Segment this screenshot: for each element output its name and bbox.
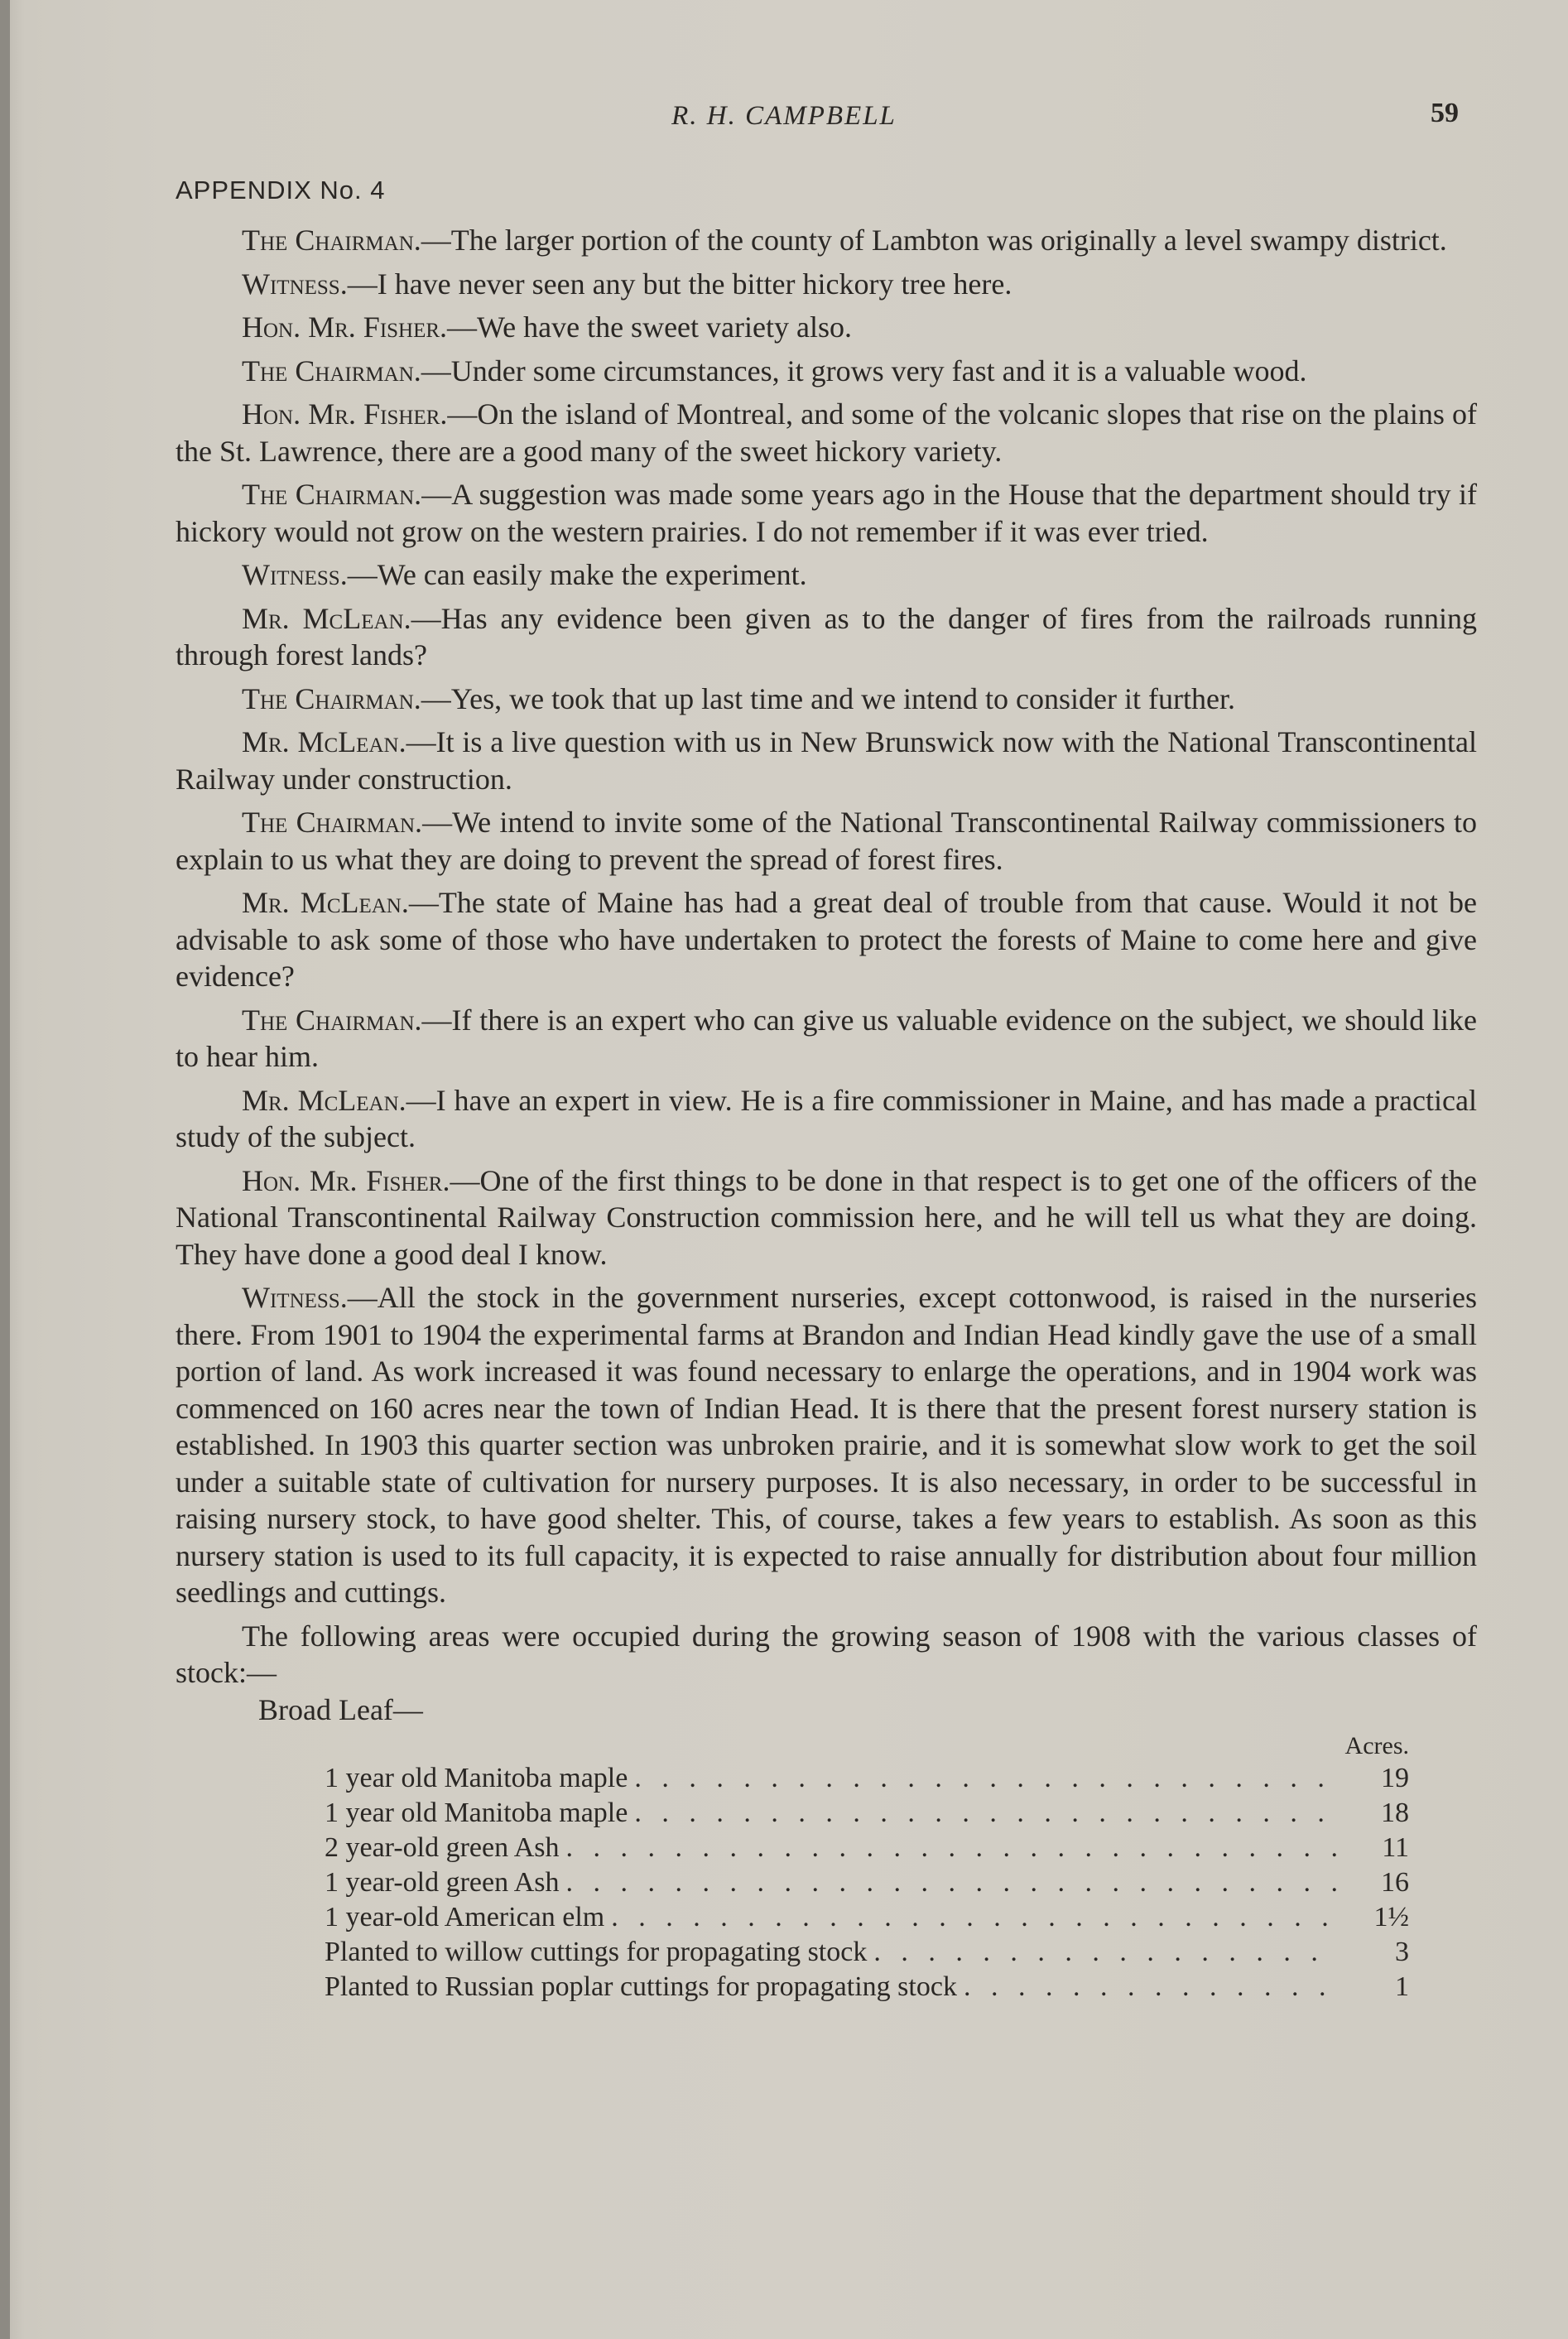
paragraph-text: —I have an expert in view. He is a fire commissioner in Maine, and has made a practical study of the subject. [176, 1083, 1477, 1153]
paragraph [176, 884, 1477, 995]
running-head: R. H. CAMPBELL [671, 101, 897, 131]
paragraph [176, 266, 1477, 303]
paragraph-text: —Under some circumstances, it grows very fast and it is a valuable wood. [421, 354, 1307, 387]
row-label: 1 year old Manitoba maple [325, 1797, 628, 1828]
row-label: 1 year old Manitoba maple [325, 1762, 628, 1793]
row-value: 16 [1381, 1866, 1409, 1898]
row-label: Planted to willow cuttings for propagating stock [325, 1936, 868, 1967]
leader-dots [873, 1935, 1340, 1970]
speaker-name: Mr. McLean. [242, 725, 406, 758]
table-row [325, 1865, 1409, 1900]
row-value: 19 [1381, 1762, 1409, 1793]
paragraph-text: —All the stock in the government nurseries, except cottonwood, is raised in the nurseries there. From 1901 to 1904 the experimental farms at Brandon and Indian Head kindly gave the use of a small portion of land. As work increased it was found necessary to enlarge the operations, and in 1904 work was commenced on 160 acres near the town of Indian Head. It is there that the present forest nursery station is established. In 1903 this quarter section was unbroken prairie, and it is somewhat slow work to get the soil under a suitable state of cultivation for nursery purposes. It is also necessary, in order to be successful in raising nursery stock, to have good shelter. This, of course, takes a few years to establish. As soon as this nursery station is used to its full capacity, it is expected to raise annually for distribution about four million seedlings and cuttings. [176, 1281, 1477, 1609]
leader-dots [566, 1831, 1340, 1865]
speaker-name: The Chairman. [242, 478, 422, 511]
speaker-name: Witness. [242, 267, 348, 301]
leader-dots [964, 1970, 1340, 2005]
paragraph-text: —It is a live question with us in New Brunswick now with the National Transcontinental Railway under construction. [176, 725, 1477, 796]
paragraph-text: —On the island of Montreal, and some of the volcanic slopes that rise on the plains of the St. Lawrence, there are a good many of the sweet hickory variety. [176, 397, 1477, 468]
row-label: Planted to Russian poplar cuttings for propagating stock [325, 1971, 957, 2002]
leader-dots [566, 1865, 1340, 1900]
table-row [325, 1761, 1409, 1796]
paragraph [176, 556, 1477, 594]
document-body [176, 222, 1477, 2005]
paragraph-text: —We have the sweet variety also. [447, 310, 852, 344]
page-number: 59 [1431, 98, 1459, 128]
paragraph-text: —We can easily make the experiment. [347, 558, 807, 591]
leader-dots [611, 1900, 1340, 1935]
paragraph [176, 309, 1477, 346]
paragraph [176, 724, 1477, 797]
paragraph-text: —Has any evidence been given as to the danger of fires from the railroads running through forest lands? [176, 601, 1477, 671]
paragraph-text: —A suggestion was made some years ago in the House that the department should try if hickory would not grow on the western prairies. I do not remember if it was ever tried. [176, 478, 1477, 548]
page-edge [0, 0, 10, 2339]
speaker-name: The Chairman. [242, 224, 421, 257]
speaker-name: Mr. McLean. [242, 601, 411, 635]
speaker-name: Mr. McLean. [242, 1083, 406, 1117]
stock-subhead: Broad Leaf— [258, 1692, 423, 1726]
row-value: 1½ [1373, 1901, 1409, 1932]
leader-dots [634, 1796, 1340, 1831]
paragraph-text: —We intend to invite some of the National Transcontinental Railway commissioners to explain to us what they are doing to prevent the spread of forest fires. [176, 806, 1477, 876]
paragraph-text: —I have never seen any but the bitter hickory tree here. [347, 267, 1012, 301]
paragraph [176, 1002, 1477, 1076]
speaker-name: Hon. Mr. Fisher. [242, 310, 448, 344]
speaker-name: The Chairman. [242, 354, 421, 387]
speaker-name: Hon. Mr. Fisher. [242, 397, 448, 431]
paragraph [176, 396, 1477, 469]
paragraph-text: The following areas were occupied during the growing season of 1908 with the various classes of stock:— [176, 1619, 1477, 1689]
paragraph [176, 1082, 1477, 1156]
row-label: 1 year-old green Ash [325, 1866, 560, 1898]
speaker-name: The Chairman. [242, 806, 423, 839]
paragraph [176, 222, 1477, 259]
table-row [325, 1900, 1409, 1935]
speaker-name: Mr. McLean. [242, 886, 409, 919]
table-row [325, 1935, 1409, 1970]
paragraph-text: —One of the first things to be done in that respect is to get one of the officers of the National Transcontinental Railway Construction commission here, and he will tell us what they are doing. They have done a good deal I know. [176, 1163, 1477, 1271]
paragraph [176, 476, 1477, 550]
paragraph [176, 1279, 1477, 1611]
speaker-name: Witness. [242, 558, 348, 591]
row-label: 1 year-old American elm [325, 1901, 605, 1932]
appendix-label: APPENDIX No. 4 [176, 176, 386, 205]
row-label: 2 year-old green Ash [325, 1831, 560, 1863]
speaker-name: The Chairman. [242, 1003, 422, 1037]
row-value: 11 [1382, 1831, 1409, 1863]
acres-column-header: Acres. [1344, 1731, 1409, 1759]
stock-table [325, 1731, 1409, 2005]
paragraph-text: —Yes, we took that up last time and we intend to consider it further. [421, 681, 1235, 715]
table-row [325, 1970, 1409, 2005]
paragraph-text: —The state of Maine has had a great deal of trouble from that cause. Would it not be advisable to ask some of those who have undertaken to protect the forests of Maine to come here and give evidence? [176, 886, 1478, 993]
paragraph [176, 600, 1477, 674]
speaker-name: Witness. [242, 1281, 348, 1314]
paragraph-text: —If there is an expert who can give us valuable evidence on the subject, we should like to hear him. [176, 1003, 1477, 1073]
paragraph-text: —The larger portion of the county of Lambton was originally a level swampy district. [421, 224, 1447, 257]
paragraph [176, 681, 1477, 718]
paragraph [176, 1618, 1477, 1692]
row-value: 18 [1381, 1797, 1409, 1828]
table-row [325, 1831, 1409, 1865]
paragraph [176, 1162, 1477, 1273]
table-row [325, 1796, 1409, 1831]
speaker-name: Hon. Mr. Fisher. [242, 1163, 450, 1197]
row-value: 1 [1395, 1971, 1409, 2002]
paragraph [176, 804, 1477, 878]
speaker-name: The Chairman. [242, 681, 421, 715]
paragraph [176, 353, 1477, 390]
leader-dots [634, 1761, 1340, 1796]
row-value: 3 [1395, 1936, 1409, 1967]
